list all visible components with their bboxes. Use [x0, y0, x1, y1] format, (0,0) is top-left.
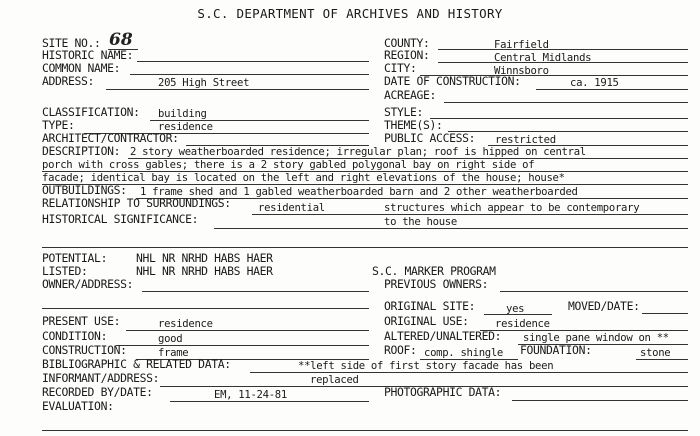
site-no-label: SITE NO.:: [42, 36, 101, 50]
region-underline: [438, 62, 688, 63]
owner-underline-2: [42, 308, 369, 309]
significance-label: HISTORICAL SIGNIFICANCE:: [42, 212, 199, 226]
county-underline: [438, 49, 688, 50]
moved-label: MOVED/DATE:: [568, 299, 640, 313]
construction-value: frame: [158, 347, 189, 359]
acreage-label: ACREAGE:: [384, 88, 437, 102]
roof-value: comp. shingle: [424, 347, 504, 359]
description-underline-3: [42, 184, 688, 185]
original-use-value: residence: [495, 318, 550, 330]
county-value: Fairfield: [494, 39, 549, 51]
relationship-value-2: structures which appear to be contemporary: [384, 202, 640, 214]
city-label: CITY:: [384, 61, 417, 75]
condition-value: good: [158, 333, 183, 345]
style-underline: [430, 118, 688, 119]
relationship-label: RELATIONSHIP TO SURROUNDINGS:: [42, 196, 231, 210]
relationship-underline: [252, 214, 688, 215]
altered-value: single pane window on **: [523, 332, 669, 344]
biblio-underline: [250, 372, 688, 373]
outbuildings-value: 1 frame shed and 1 gabled weatherboarded barn and 2 other weatherboarded: [140, 186, 578, 198]
informant-label: INFORMANT/ADDRESS:: [42, 371, 160, 385]
description-line-2: porch with cross gables; there is a 2 story gabled polygonal bay on right side of: [42, 159, 535, 171]
roof-label: ROOF:: [384, 343, 417, 357]
present-use-label: PRESENT USE:: [42, 314, 121, 328]
altered-label: ALTERED/UNALTERED:: [384, 329, 502, 343]
public-access-value: restricted: [495, 134, 556, 146]
architect-label: ARCHITECT/CONTRACTOR:: [42, 131, 179, 145]
section-divider: [42, 247, 688, 248]
acreage-underline: [444, 102, 688, 103]
listed-programs: NHL NR NRHD HABS HAER: [136, 264, 273, 278]
owner-underline: [142, 291, 369, 292]
themes-label: THEME(S):: [384, 118, 443, 132]
county-label: COUNTY:: [384, 36, 430, 50]
biblio-label: BIBLIOGRAPHIC & RELATED DATA:: [42, 357, 231, 371]
original-site-label: ORIGINAL SITE:: [384, 299, 476, 313]
description-line-3: facade; identical bay is located on the left and right elevations of the house; house*: [42, 172, 565, 184]
condition-underline: [116, 345, 369, 346]
classification-label: CLASSIFICATION:: [42, 105, 140, 119]
address-value: 205 High Street: [158, 77, 250, 89]
present-use-underline: [126, 330, 369, 331]
marker-program-label: S.C. MARKER PROGRAM: [372, 264, 496, 278]
original-site-value: yes: [506, 303, 525, 315]
foundation-value: stone: [640, 347, 671, 359]
moved-underline: [642, 313, 688, 314]
construction-label: CONSTRUCTION:: [42, 343, 127, 357]
potential-programs: NHL NR NRHD HABS HAER: [136, 251, 273, 265]
classification-value: building: [158, 108, 207, 120]
region-value: Central Midlands: [494, 52, 592, 64]
original-use-label: ORIGINAL USE:: [384, 314, 469, 328]
description-line-1: 2 story weatherboarded residence; irregular plan; roof is hipped on central: [130, 146, 586, 158]
relationship-value-3: to the house: [384, 216, 457, 228]
evaluation-underline: [42, 430, 688, 431]
recorded-underline: [170, 401, 369, 402]
common-name-underline: [130, 74, 369, 75]
recorded-label: RECORDED BY/DATE:: [42, 385, 153, 399]
public-access-label: PUBLIC ACCESS:: [384, 131, 476, 145]
owner-label: OWNER/ADDRESS:: [42, 277, 134, 291]
evaluation-label: EVALUATION:: [42, 399, 114, 413]
foundation-underline: [636, 359, 688, 360]
style-label: STYLE:: [384, 105, 424, 119]
previous-owners-label: PREVIOUS OWNERS:: [384, 277, 489, 291]
foundation-label: FOUNDATION:: [520, 343, 592, 357]
original-use-underline: [480, 330, 688, 331]
page-title: S.C. DEPARTMENT OF ARCHIVES AND HISTORY: [197, 6, 503, 21]
biblio-value-2: replaced: [310, 374, 359, 386]
date-label: DATE OF CONSTRUCTION:: [384, 74, 521, 88]
description-label: DESCRIPTION:: [42, 144, 121, 158]
themes-underline: [448, 131, 688, 132]
type-label: TYPE:: [42, 118, 75, 132]
listed-label: LISTED:: [42, 264, 88, 278]
region-label: REGION:: [384, 48, 430, 62]
site-no-value: 68: [109, 30, 133, 50]
recorded-value: EM, 11-24-81: [214, 389, 287, 401]
relationship-value-1: residential: [258, 202, 325, 214]
historic-name-label: HISTORIC NAME:: [42, 48, 134, 62]
outbuildings-label: OUTBUILDINGS:: [42, 183, 127, 197]
historic-name-underline: [137, 61, 369, 62]
previous-owners-underline: [500, 291, 688, 292]
date-value: ca. 1915: [570, 77, 619, 89]
present-use-value: residence: [158, 318, 213, 330]
condition-label: CONDITION:: [42, 329, 108, 343]
photo-label: PHOTOGRAPHIC DATA:: [384, 385, 502, 399]
biblio-value-1: **left side of first story facade has been: [298, 360, 554, 372]
city-value: Winnsboro: [494, 65, 549, 77]
address-label: ADDRESS:: [42, 74, 95, 88]
address-underline: [106, 89, 369, 90]
significance-underline: [214, 228, 688, 229]
photo-underline: [512, 400, 688, 401]
potential-label: POTENTIAL:: [42, 251, 108, 265]
original-site-underline: [484, 314, 552, 315]
date-underline: [536, 89, 688, 90]
common-name-label: COMMON NAME:: [42, 61, 121, 75]
type-value: residence: [158, 121, 213, 133]
